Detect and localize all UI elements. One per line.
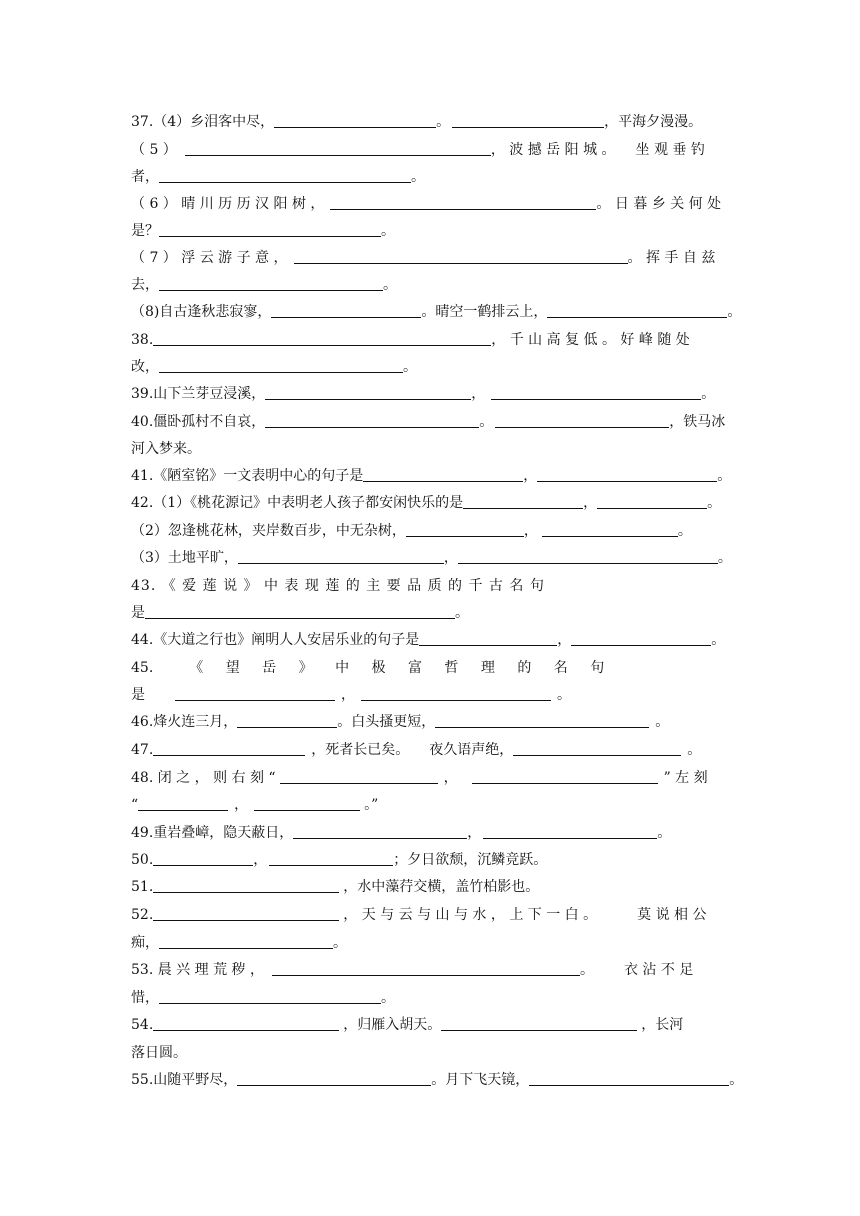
- question-52: [131, 903, 731, 927]
- line-text: ， 千 山 高 复 低 。 好 峰 随 处: [491, 332, 690, 348]
- line-text: 。: [383, 277, 397, 293]
- line-text: 。: [687, 742, 702, 758]
- line-text: 39.山下兰芽豆浸溪，: [131, 386, 266, 402]
- line-text: 47.: [131, 742, 154, 758]
- line-text: 去，: [131, 277, 159, 293]
- answer-blank[interactable]: [458, 548, 718, 564]
- question-47: [131, 738, 731, 762]
- line-text: ，: [443, 770, 458, 786]
- question-37-5-cont: [131, 165, 731, 189]
- line-text: 。: [333, 935, 347, 951]
- question-43: [131, 574, 731, 598]
- line-text: ，: [443, 550, 458, 566]
- line-text: 《 望 岳 》 中 极 富 哲 理 的 名 句: [189, 660, 605, 676]
- question-53: [131, 958, 731, 982]
- line-text: 。晴空一鹤排云上，: [421, 304, 548, 320]
- answer-blank[interactable]: [435, 712, 649, 728]
- answer-blank[interactable]: [542, 521, 678, 537]
- line-text: ，铁马冰: [669, 414, 726, 430]
- line-text: 。: [411, 169, 425, 185]
- line-text: 。: [403, 359, 417, 375]
- question-48-cont: [131, 793, 731, 817]
- question-55: [131, 1068, 744, 1092]
- line-text: 50.: [131, 852, 154, 868]
- line-text: 衣 沾 不 足: [623, 962, 694, 978]
- line-text: ” 左 刻: [663, 770, 708, 786]
- answer-blank[interactable]: [237, 1070, 431, 1086]
- question-37-6: [131, 192, 731, 216]
- question-37-7-cont: [131, 273, 731, 297]
- answer-blank[interactable]: [597, 493, 707, 509]
- line-text: 。月下飞天镜，: [431, 1072, 530, 1088]
- line-text: ，水中藻荇交横，盖竹柏影也。: [343, 879, 540, 895]
- question-38-cont: [131, 355, 731, 379]
- line-text: 37.（4）乡泪客中尽，: [131, 114, 275, 130]
- line-text: 44.《大道之行也》阐明人人安居乐业的句子是: [131, 632, 420, 648]
- line-text: 。”: [364, 797, 379, 813]
- answer-blank[interactable]: [294, 248, 628, 264]
- question-42-1: [131, 491, 731, 515]
- answer-blank[interactable]: [153, 850, 253, 866]
- answer-blank[interactable]: [452, 112, 604, 128]
- line-text: （8)自古逢秋悲寂寥，: [131, 304, 272, 320]
- line-text: 是: [131, 687, 145, 703]
- line-text: 莫 说 相 公: [637, 907, 707, 923]
- answer-blank[interactable]: [254, 795, 360, 811]
- line-text: 是？: [131, 223, 159, 239]
- line-text: 48. 闭 之 ， 则 右 刻 “: [131, 770, 276, 786]
- question-53-cont: [131, 986, 731, 1010]
- line-text: ，: [253, 852, 268, 868]
- answer-blank[interactable]: [153, 1015, 339, 1031]
- line-text: （2）忽逢桃花林，夹岸数百步，中无杂树，: [131, 523, 406, 539]
- line-text: 落日圆。: [131, 1045, 187, 1061]
- answer-blank[interactable]: [159, 357, 403, 373]
- answer-blank[interactable]: [153, 877, 339, 893]
- line-text: 。: [707, 495, 722, 511]
- line-text: 42.（1）《桃花源记》中表明老人孩子都安闲快乐的是: [131, 495, 464, 511]
- line-text: 。白头搔更短，: [337, 714, 436, 730]
- answer-blank[interactable]: [271, 302, 421, 318]
- question-46: [131, 710, 731, 734]
- line-text: 。: [677, 523, 692, 539]
- question-51: [131, 875, 731, 899]
- line-text: 夜久语声绝，: [429, 742, 514, 758]
- line-text: 。: [701, 386, 716, 402]
- line-text: 49.重岩叠嶂，隐天蔽日，: [131, 825, 294, 841]
- line-text: ；夕日欲颓，沉鳞竞跃。: [393, 852, 548, 868]
- answer-blank[interactable]: [330, 194, 596, 210]
- line-text: 38.: [131, 332, 154, 348]
- question-38: [131, 328, 731, 352]
- line-text: 52.: [131, 907, 154, 923]
- answer-blank[interactable]: [293, 823, 467, 839]
- line-text: 。: [717, 468, 732, 484]
- answer-blank[interactable]: [159, 275, 383, 291]
- question-42-3: [131, 546, 731, 570]
- line-text: 。: [729, 1072, 744, 1088]
- line-text: 。: [436, 114, 451, 130]
- line-text: 。: [479, 414, 494, 430]
- question-44: [131, 628, 731, 652]
- line-text: ， 天 与 云 与 山 与 水 ， 上 下 一 白 。: [343, 907, 598, 923]
- question-41: [131, 464, 731, 488]
- answer-blank[interactable]: [238, 548, 444, 564]
- line-text: 54.: [131, 1017, 154, 1033]
- question-49: [131, 821, 731, 845]
- answer-blank[interactable]: [363, 466, 523, 482]
- answer-blank[interactable]: [153, 740, 305, 756]
- answer-blank[interactable]: [513, 740, 681, 756]
- answer-blank[interactable]: [185, 140, 491, 156]
- line-text: ，: [583, 495, 598, 511]
- question-37-5: [131, 138, 731, 162]
- line-text: ，: [471, 386, 486, 402]
- line-text: 惜，: [131, 990, 159, 1006]
- answer-blank[interactable]: [483, 823, 657, 839]
- question-48: [131, 766, 731, 790]
- answer-blank[interactable]: [463, 493, 583, 509]
- line-text: 者，: [131, 169, 159, 185]
- answer-blank[interactable]: [159, 221, 381, 237]
- answer-blank[interactable]: [269, 850, 393, 866]
- answer-blank[interactable]: [361, 685, 551, 701]
- answer-blank[interactable]: [441, 1015, 637, 1031]
- question-40: [131, 410, 731, 434]
- answer-blank[interactable]: [175, 685, 335, 701]
- question-45-cont: [131, 683, 731, 707]
- line-text: 43. 《 爱 莲 说 》 中 表 现 莲 的 主 要 品 质 的 千 古 名 句: [131, 578, 545, 594]
- line-text: ，: [341, 687, 355, 703]
- line-text: ，归雁入胡天。: [343, 1017, 442, 1033]
- answer-blank[interactable]: [472, 768, 658, 784]
- question-43-cont: [131, 601, 731, 625]
- line-text: ，: [557, 632, 572, 648]
- line-text: ，: [523, 468, 538, 484]
- line-text: ，: [523, 523, 538, 539]
- question-45: [131, 656, 731, 680]
- question-37-4: [131, 110, 731, 134]
- question-39: [131, 382, 731, 406]
- question-50: [131, 848, 731, 872]
- line-text: 是: [131, 605, 145, 621]
- answer-blank[interactable]: [529, 1070, 729, 1086]
- line-text: 。: [381, 990, 395, 1006]
- answer-blank[interactable]: [159, 988, 381, 1004]
- line-text: 坐 观 垂 钓: [635, 142, 705, 158]
- line-text: 。: [655, 714, 670, 730]
- answer-blank[interactable]: [153, 905, 339, 921]
- line-text: 。: [455, 605, 469, 621]
- line-text: 。: [579, 962, 594, 978]
- line-text: （ 6 ） 晴 川 历 历 汉 阳 树 ，: [131, 196, 325, 212]
- answer-blank[interactable]: [491, 384, 701, 400]
- line-text: 。: [711, 632, 726, 648]
- line-text: ，: [234, 797, 249, 813]
- line-text: 55.山随平野尽，: [131, 1072, 238, 1088]
- line-text: ， 波 撼 岳 阳 城 。: [490, 142, 616, 158]
- line-text: ，长河: [641, 1017, 684, 1033]
- answer-blank[interactable]: [237, 712, 337, 728]
- question-54-cont: [131, 1041, 731, 1065]
- line-text: 。 挥 手 自 兹: [627, 250, 716, 266]
- answer-blank[interactable]: [265, 384, 471, 400]
- line-text: ，平海夕漫漫。: [604, 114, 703, 130]
- line-text: 。 日 暮 乡 关 何 处: [596, 196, 722, 212]
- line-text: 。: [717, 550, 732, 566]
- line-text: 。: [727, 304, 742, 320]
- line-text: （ 7 ） 浮 云 游 子 意 ，: [131, 250, 288, 266]
- question-37-8: [131, 300, 742, 324]
- line-text: （3）土地平旷，: [131, 550, 238, 566]
- line-text: 45.: [131, 660, 154, 676]
- line-text: 。: [657, 825, 672, 841]
- line-text: 改，: [131, 359, 159, 375]
- answer-blank[interactable]: [495, 412, 669, 428]
- answer-blank[interactable]: [272, 960, 580, 976]
- line-text: 。: [557, 687, 571, 703]
- answer-blank[interactable]: [159, 167, 411, 183]
- answer-blank[interactable]: [138, 795, 228, 811]
- line-text: ，: [467, 825, 482, 841]
- line-text: “: [131, 797, 139, 813]
- answer-blank[interactable]: [145, 603, 455, 619]
- question-37-6-cont: [131, 219, 731, 243]
- line-text: 40.僵卧孤村不自哀，: [131, 414, 266, 430]
- answer-blank[interactable]: [159, 933, 333, 949]
- answer-blank[interactable]: [419, 630, 557, 646]
- line-text: 53. 晨 兴 理 荒 秽 ，: [131, 962, 264, 978]
- line-text: 46.烽火连三月，: [131, 714, 238, 730]
- line-text: 41.《陋室铭》一文表明中心的句子是: [131, 468, 364, 484]
- answer-blank[interactable]: [280, 768, 438, 784]
- question-52-cont: [131, 931, 731, 955]
- line-text: 痴，: [131, 935, 159, 951]
- question-42-2: [131, 519, 731, 543]
- line-text: 。: [381, 223, 395, 239]
- answer-blank[interactable]: [571, 630, 711, 646]
- line-text: ，死者长已矣。: [311, 742, 410, 758]
- question-40-cont: [131, 437, 731, 461]
- answer-blank[interactable]: [406, 521, 524, 537]
- answer-blank[interactable]: [265, 412, 479, 428]
- line-text: （ 5 ）: [131, 142, 177, 158]
- answer-blank[interactable]: [537, 466, 717, 482]
- line-text: 河入梦来。: [131, 441, 201, 457]
- answer-blank[interactable]: [274, 112, 436, 128]
- answer-blank[interactable]: [153, 330, 491, 346]
- answer-blank[interactable]: [547, 302, 727, 318]
- question-54: [131, 1013, 731, 1037]
- line-text: 51.: [131, 879, 154, 895]
- question-37-7: [131, 246, 731, 270]
